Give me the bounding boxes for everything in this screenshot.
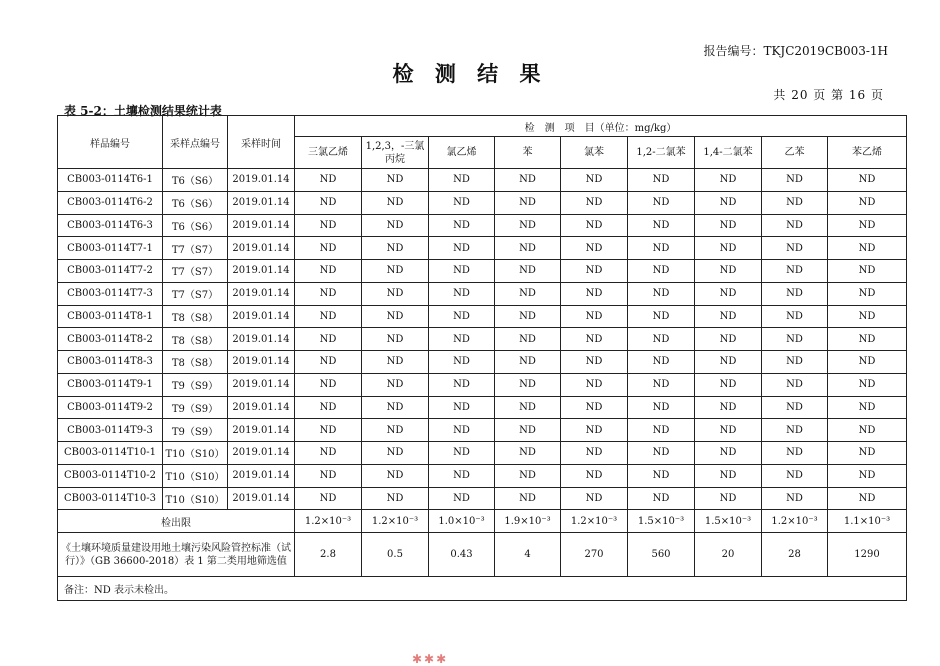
result-cell: ND bbox=[561, 396, 628, 419]
table-row bbox=[58, 396, 907, 419]
result-cell: ND bbox=[828, 260, 907, 283]
result-cell: ND bbox=[695, 260, 762, 283]
result-cell: ND bbox=[695, 442, 762, 465]
sampling-date-cell: 2019.01.14 bbox=[228, 237, 295, 260]
result-cell: ND bbox=[561, 260, 628, 283]
result-cell: ND bbox=[429, 396, 495, 419]
detection-limit-value: 1.0×10⁻³ bbox=[429, 510, 495, 533]
result-cell: ND bbox=[495, 396, 561, 419]
result-cell: ND bbox=[762, 373, 828, 396]
sample-id-cell: CB003-0114T9-1 bbox=[58, 373, 163, 396]
standard-value: 2.8 bbox=[295, 533, 362, 577]
sample-id-cell: CB003-0114T6-1 bbox=[58, 169, 163, 192]
header-item: 1,2-二氯苯 bbox=[628, 137, 695, 169]
header-item: 氯苯 bbox=[561, 137, 628, 169]
header-item: 乙苯 bbox=[762, 137, 828, 169]
header-sampling-date: 采样时间 bbox=[228, 116, 295, 169]
result-cell: ND bbox=[561, 328, 628, 351]
result-cell: ND bbox=[295, 237, 362, 260]
result-cell: ND bbox=[362, 328, 429, 351]
result-cell: ND bbox=[295, 260, 362, 283]
result-cell: ND bbox=[295, 487, 362, 510]
result-cell: ND bbox=[828, 419, 907, 442]
result-cell: ND bbox=[695, 373, 762, 396]
detection-limit-value: 1.2×10⁻³ bbox=[762, 510, 828, 533]
sample-id-cell: CB003-0114T8-2 bbox=[58, 328, 163, 351]
result-cell: ND bbox=[762, 419, 828, 442]
result-cell: ND bbox=[828, 191, 907, 214]
result-cell: ND bbox=[695, 419, 762, 442]
result-cell: ND bbox=[495, 282, 561, 305]
point-id-cell: T8（S8） bbox=[163, 328, 228, 351]
result-cell: ND bbox=[828, 282, 907, 305]
result-cell: ND bbox=[628, 464, 695, 487]
result-cell: ND bbox=[495, 419, 561, 442]
result-cell: ND bbox=[628, 237, 695, 260]
table-row bbox=[58, 260, 907, 283]
sampling-date-cell: 2019.01.14 bbox=[228, 260, 295, 283]
result-cell: ND bbox=[429, 305, 495, 328]
result-cell: ND bbox=[561, 237, 628, 260]
result-cell: ND bbox=[628, 373, 695, 396]
result-cell: ND bbox=[495, 487, 561, 510]
result-cell: ND bbox=[695, 191, 762, 214]
result-cell: ND bbox=[495, 214, 561, 237]
point-id-cell: T6（S6） bbox=[163, 169, 228, 192]
header-item: 1,4-二氯苯 bbox=[695, 137, 762, 169]
table-row bbox=[58, 351, 907, 374]
detection-limit-value: 1.5×10⁻³ bbox=[695, 510, 762, 533]
result-cell: ND bbox=[362, 419, 429, 442]
result-cell: ND bbox=[561, 305, 628, 328]
result-cell: ND bbox=[429, 351, 495, 374]
result-cell: ND bbox=[362, 282, 429, 305]
result-cell: ND bbox=[295, 282, 362, 305]
header-item: 三氯乙烯 bbox=[295, 137, 362, 169]
result-cell: ND bbox=[695, 396, 762, 419]
result-cell: ND bbox=[362, 237, 429, 260]
point-id-cell: T9（S9） bbox=[163, 419, 228, 442]
sample-id-cell: CB003-0114T7-1 bbox=[58, 237, 163, 260]
result-cell: ND bbox=[495, 169, 561, 192]
detection-limit-value: 1.5×10⁻³ bbox=[628, 510, 695, 533]
point-id-cell: T8（S8） bbox=[163, 305, 228, 328]
standard-label: 《土壤环境质量建设用地土壤污染风险管控标准（试行）》（GB 36600-2018）表 1 第二类用地筛选值 bbox=[58, 533, 295, 577]
result-cell: ND bbox=[762, 191, 828, 214]
result-cell: ND bbox=[762, 487, 828, 510]
point-id-cell: T7（S7） bbox=[163, 282, 228, 305]
result-cell: ND bbox=[628, 487, 695, 510]
header-sample-id: 样品编号 bbox=[58, 116, 163, 169]
header-row-1 bbox=[58, 116, 907, 137]
result-cell: ND bbox=[628, 351, 695, 374]
result-cell: ND bbox=[762, 328, 828, 351]
sample-id-cell: CB003-0114T9-2 bbox=[58, 396, 163, 419]
detection-limit-value: 1.1×10⁻³ bbox=[828, 510, 907, 533]
result-cell: ND bbox=[495, 191, 561, 214]
report-number: 报告编号：TKJC2019CB003-1H bbox=[703, 44, 888, 58]
result-cell: ND bbox=[429, 237, 495, 260]
sample-id-cell: CB003-0114T8-1 bbox=[58, 305, 163, 328]
result-cell: ND bbox=[362, 260, 429, 283]
standard-row bbox=[58, 533, 907, 577]
result-cell: ND bbox=[429, 487, 495, 510]
standard-value: 270 bbox=[561, 533, 628, 577]
result-cell: ND bbox=[295, 305, 362, 328]
sample-id-cell: CB003-0114T10-3 bbox=[58, 487, 163, 510]
result-cell: ND bbox=[762, 464, 828, 487]
result-cell: ND bbox=[295, 169, 362, 192]
result-cell: ND bbox=[828, 214, 907, 237]
result-cell: ND bbox=[495, 373, 561, 396]
result-cell: ND bbox=[762, 351, 828, 374]
result-cell: ND bbox=[762, 214, 828, 237]
result-cell: ND bbox=[695, 487, 762, 510]
result-cell: ND bbox=[362, 464, 429, 487]
point-id-cell: T10（S10） bbox=[163, 464, 228, 487]
result-cell: ND bbox=[295, 442, 362, 465]
table-row bbox=[58, 237, 907, 260]
result-cell: ND bbox=[762, 442, 828, 465]
sample-id-cell: CB003-0114T9-3 bbox=[58, 419, 163, 442]
sampling-date-cell: 2019.01.14 bbox=[228, 487, 295, 510]
sample-id-cell: CB003-0114T10-2 bbox=[58, 464, 163, 487]
result-cell: ND bbox=[295, 191, 362, 214]
result-cell: ND bbox=[561, 373, 628, 396]
result-cell: ND bbox=[828, 442, 907, 465]
point-id-cell: T7（S7） bbox=[163, 237, 228, 260]
result-cell: ND bbox=[628, 169, 695, 192]
result-cell: ND bbox=[495, 351, 561, 374]
result-cell: ND bbox=[695, 328, 762, 351]
result-cell: ND bbox=[828, 305, 907, 328]
result-cell: ND bbox=[828, 351, 907, 374]
detection-limit-value: 1.2×10⁻³ bbox=[561, 510, 628, 533]
result-cell: ND bbox=[695, 214, 762, 237]
result-cell: ND bbox=[561, 464, 628, 487]
result-cell: ND bbox=[828, 487, 907, 510]
result-cell: ND bbox=[495, 442, 561, 465]
results-table bbox=[57, 115, 907, 601]
sampling-date-cell: 2019.01.14 bbox=[228, 419, 295, 442]
result-cell: ND bbox=[295, 464, 362, 487]
standard-value: 0.5 bbox=[362, 533, 429, 577]
result-cell: ND bbox=[429, 442, 495, 465]
standard-value: 28 bbox=[762, 533, 828, 577]
table-row bbox=[58, 191, 907, 214]
stamp-mark: ✱✱✱ bbox=[412, 652, 449, 666]
point-id-cell: T8（S8） bbox=[163, 351, 228, 374]
standard-value: 560 bbox=[628, 533, 695, 577]
result-cell: ND bbox=[762, 305, 828, 328]
result-cell: ND bbox=[429, 419, 495, 442]
point-id-cell: T6（S6） bbox=[163, 191, 228, 214]
sampling-date-cell: 2019.01.14 bbox=[228, 214, 295, 237]
result-cell: ND bbox=[561, 487, 628, 510]
standard-value: 20 bbox=[695, 533, 762, 577]
sampling-date-cell: 2019.01.14 bbox=[228, 191, 295, 214]
result-cell: ND bbox=[628, 419, 695, 442]
standard-value: 1290 bbox=[828, 533, 907, 577]
result-cell: ND bbox=[828, 373, 907, 396]
result-cell: ND bbox=[628, 305, 695, 328]
result-cell: ND bbox=[628, 442, 695, 465]
table-row bbox=[58, 305, 907, 328]
sampling-date-cell: 2019.01.14 bbox=[228, 282, 295, 305]
header-item: 苯 bbox=[495, 137, 561, 169]
result-cell: ND bbox=[828, 169, 907, 192]
result-cell: ND bbox=[429, 282, 495, 305]
result-cell: ND bbox=[561, 169, 628, 192]
result-cell: ND bbox=[628, 328, 695, 351]
result-cell: ND bbox=[429, 214, 495, 237]
result-cell: ND bbox=[695, 169, 762, 192]
page-title: 检 测 结 果 bbox=[392, 61, 548, 86]
point-id-cell: T10（S10） bbox=[163, 487, 228, 510]
detection-limit-value: 1.2×10⁻³ bbox=[362, 510, 429, 533]
result-cell: ND bbox=[828, 237, 907, 260]
result-cell: ND bbox=[628, 396, 695, 419]
table-row bbox=[58, 169, 907, 192]
sample-id-cell: CB003-0114T10-1 bbox=[58, 442, 163, 465]
result-cell: ND bbox=[429, 260, 495, 283]
result-cell: ND bbox=[362, 169, 429, 192]
header-item: 1,2,3，-三氯丙烷 bbox=[362, 137, 429, 169]
result-cell: ND bbox=[295, 351, 362, 374]
result-cell: ND bbox=[561, 351, 628, 374]
result-cell: ND bbox=[561, 282, 628, 305]
result-cell: ND bbox=[429, 373, 495, 396]
result-cell: ND bbox=[561, 191, 628, 214]
point-id-cell: T6（S6） bbox=[163, 214, 228, 237]
sample-id-cell: CB003-0114T8-3 bbox=[58, 351, 163, 374]
result-cell: ND bbox=[495, 328, 561, 351]
result-cell: ND bbox=[695, 305, 762, 328]
table-row bbox=[58, 419, 907, 442]
table-row bbox=[58, 442, 907, 465]
result-cell: ND bbox=[362, 305, 429, 328]
result-cell: ND bbox=[628, 282, 695, 305]
result-cell: ND bbox=[295, 396, 362, 419]
header-item: 氯乙烯 bbox=[429, 137, 495, 169]
sampling-date-cell: 2019.01.14 bbox=[228, 351, 295, 374]
detection-limit-label: 检出限 bbox=[58, 510, 295, 533]
result-cell: ND bbox=[561, 442, 628, 465]
standard-value: 0.43 bbox=[429, 533, 495, 577]
result-cell: ND bbox=[429, 464, 495, 487]
table-row bbox=[58, 373, 907, 396]
result-cell: ND bbox=[762, 396, 828, 419]
result-cell: ND bbox=[561, 214, 628, 237]
result-cell: ND bbox=[495, 260, 561, 283]
result-cell: ND bbox=[429, 191, 495, 214]
result-cell: ND bbox=[762, 282, 828, 305]
sample-id-cell: CB003-0114T6-3 bbox=[58, 214, 163, 237]
result-cell: ND bbox=[828, 396, 907, 419]
result-cell: ND bbox=[295, 328, 362, 351]
sample-id-cell: CB003-0114T7-2 bbox=[58, 260, 163, 283]
result-cell: ND bbox=[295, 419, 362, 442]
point-id-cell: T9（S9） bbox=[163, 396, 228, 419]
result-cell: ND bbox=[429, 328, 495, 351]
result-cell: ND bbox=[628, 191, 695, 214]
header-test-items: 检 测 项 目（单位：mg/kg） bbox=[295, 116, 907, 137]
result-cell: ND bbox=[828, 464, 907, 487]
point-id-cell: T10（S10） bbox=[163, 442, 228, 465]
table-row bbox=[58, 282, 907, 305]
result-cell: ND bbox=[762, 260, 828, 283]
result-cell: ND bbox=[495, 237, 561, 260]
result-cell: ND bbox=[295, 373, 362, 396]
result-cell: ND bbox=[561, 419, 628, 442]
result-cell: ND bbox=[828, 328, 907, 351]
result-cell: ND bbox=[495, 464, 561, 487]
sampling-date-cell: 2019.01.14 bbox=[228, 373, 295, 396]
detection-limit-value: 1.2×10⁻³ bbox=[295, 510, 362, 533]
result-cell: ND bbox=[762, 237, 828, 260]
page-info: 共 20 页 第 16 页 bbox=[773, 88, 884, 102]
result-cell: ND bbox=[628, 214, 695, 237]
result-cell: ND bbox=[495, 305, 561, 328]
standard-value: 4 bbox=[495, 533, 561, 577]
table-row bbox=[58, 464, 907, 487]
result-cell: ND bbox=[695, 464, 762, 487]
result-cell: ND bbox=[362, 351, 429, 374]
sample-id-cell: CB003-0114T6-2 bbox=[58, 191, 163, 214]
result-cell: ND bbox=[628, 260, 695, 283]
sampling-date-cell: 2019.01.14 bbox=[228, 328, 295, 351]
result-cell: ND bbox=[429, 169, 495, 192]
table-caption: 表 5-2：土壤检测结果统计表 bbox=[64, 104, 222, 118]
result-cell: ND bbox=[295, 214, 362, 237]
sampling-date-cell: 2019.01.14 bbox=[228, 169, 295, 192]
table-row bbox=[58, 328, 907, 351]
detection-limit-value: 1.9×10⁻³ bbox=[495, 510, 561, 533]
result-cell: ND bbox=[362, 442, 429, 465]
result-cell: ND bbox=[362, 373, 429, 396]
result-cell: ND bbox=[695, 282, 762, 305]
sampling-date-cell: 2019.01.14 bbox=[228, 442, 295, 465]
detection-limit-row bbox=[58, 510, 907, 533]
note-row bbox=[58, 577, 907, 601]
result-cell: ND bbox=[762, 169, 828, 192]
sample-id-cell: CB003-0114T7-3 bbox=[58, 282, 163, 305]
sampling-date-cell: 2019.01.14 bbox=[228, 305, 295, 328]
result-cell: ND bbox=[695, 237, 762, 260]
point-id-cell: T9（S9） bbox=[163, 373, 228, 396]
result-cell: ND bbox=[362, 487, 429, 510]
result-cell: ND bbox=[362, 214, 429, 237]
table-row bbox=[58, 487, 907, 510]
sampling-date-cell: 2019.01.14 bbox=[228, 464, 295, 487]
header-point-id: 采样点编号 bbox=[163, 116, 228, 169]
result-cell: ND bbox=[695, 351, 762, 374]
note-text: 备注：ND 表示未检出。 bbox=[58, 577, 907, 601]
table-row bbox=[58, 214, 907, 237]
result-cell: ND bbox=[362, 396, 429, 419]
table-body bbox=[58, 169, 907, 510]
header-item: 苯乙烯 bbox=[828, 137, 907, 169]
sampling-date-cell: 2019.01.14 bbox=[228, 396, 295, 419]
point-id-cell: T7（S7） bbox=[163, 260, 228, 283]
result-cell: ND bbox=[362, 191, 429, 214]
